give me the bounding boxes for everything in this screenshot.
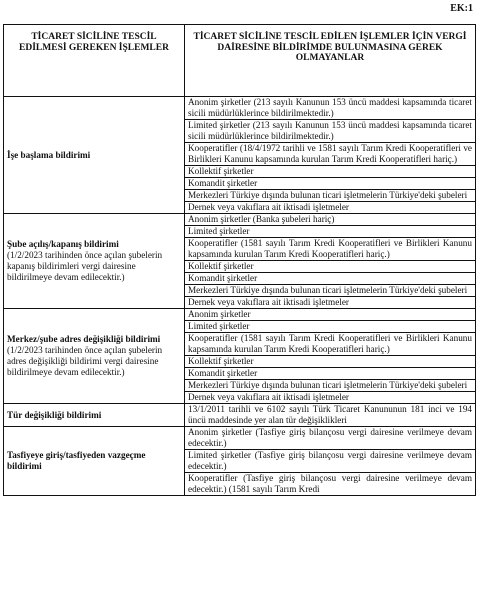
row-label: Tasfiyeye giriş/tasfiyeden vazgeçme bildirimi bbox=[7, 450, 146, 471]
list-item: Kooperatifler (Tasfiye giriş bilançosu vergi dairesine verilmeye devam edecektir.) (1581 sayılı Tarım Kredi bbox=[185, 472, 475, 495]
table-row bbox=[4, 404, 476, 427]
row-label-cell bbox=[4, 427, 185, 496]
list-item: Anonim şirketler bbox=[188, 309, 251, 319]
list-item: Kollektif şirketler bbox=[185, 260, 475, 272]
row-note: (1/2/2023 tarihinden önce açılan şubelerin kapanış bildirimleri vergi dairesine bildirilmeye devam edilecektir.) bbox=[7, 250, 163, 282]
list-item: Anonim şirketler (Banka şubeleri hariç) bbox=[188, 214, 335, 224]
tax-exemption-table bbox=[3, 24, 476, 496]
list-item: Limited şirketler (213 sayılı Kanunun 153 üncü maddesi kapsamında ticaret sicili müdürlüklerince bildirilmektedir.) bbox=[185, 119, 475, 142]
row-items-cell bbox=[185, 427, 476, 496]
row-items-cell bbox=[185, 214, 476, 309]
list-item: Limited şirketler bbox=[185, 320, 475, 332]
header-right: TİCARET SİCİLİNE TESCİL EDİLEN İŞLEMLER İÇİN VERGİ DAİRESİNE BİLDİRİMDE BULUNMASINA GEREK OLMAYANLAR bbox=[185, 25, 476, 97]
list-item: Merkezleri Türkiye dışında bulunan ticari işletmelerin Türkiye'deki şubeleri bbox=[185, 284, 475, 296]
list-item: 13/1/2011 tarihli ve 6102 sayılı Türk Ticaret Kanununun 181 inci ve 194 üncü maddesinde yer alan tür değişiklikleri bbox=[188, 404, 472, 425]
row-label: Şube açılış/kapanış bildirimi bbox=[7, 239, 119, 249]
table-row bbox=[4, 427, 476, 496]
row-items-cell bbox=[185, 309, 476, 404]
list-item: Kooperatifler (18/4/1972 tarihli ve 1581 sayılı Tarım Kredi Kooperatifleri ve Birlikleri Kanunu kapsamında kurulan Tarım Kredi Kooperatifleri hariç.) bbox=[185, 142, 475, 165]
list-item: Limited şirketler (Tasfiye giriş bilançosu vergi dairesine verilmeye devam edecektir.) bbox=[185, 449, 475, 472]
row-label: Tür değişikliği bildirimi bbox=[7, 409, 102, 420]
row-label-cell bbox=[4, 97, 185, 214]
list-item: Kooperatifler (1581 sayılı Tarım Kredi Kooperatifleri ve Birlikleri Kanunu kapsamında kurulan Tarım Kredi Kooperatifleri hariç.) bbox=[185, 237, 475, 260]
list-item: Komandit şirketler bbox=[185, 272, 475, 284]
list-item: Anonim şirketler (Tasfiye giriş bilançosu vergi dairesine verilmeye devam edecektir.) bbox=[188, 427, 472, 448]
list-item: Kollektif şirketler bbox=[185, 165, 475, 177]
list-item: Kollektif şirketler bbox=[185, 355, 475, 367]
table-row bbox=[4, 214, 476, 309]
list-item: Kooperatifler (1581 sayılı Tarım Kredi Kooperatifleri ve Birlikleri Kanunu kapsamında kurulan Tarım Kredi Kooperatifleri hariç.) bbox=[185, 332, 475, 355]
row-note: (1/2/2023 tarihinden önce açılan şubelerin adres değişikliği bildirimi vergi dairesine bildirilmeye devam edilecektir.) bbox=[7, 345, 163, 377]
header-left: TİCARET SİCİLİNE TESCİL EDİLMESİ GEREKEN İŞLEMLER bbox=[4, 25, 185, 97]
list-item: Komandit şirketler bbox=[185, 367, 475, 379]
row-items-cell bbox=[185, 404, 476, 427]
table-row bbox=[4, 97, 476, 214]
table-row bbox=[4, 309, 476, 404]
row-label-cell bbox=[4, 214, 185, 309]
list-item: Dernek veya vakıflara ait iktisadi işletmeler bbox=[185, 296, 475, 308]
list-item: Anonim şirketler (213 sayılı Kanunun 153 üncü maddesi kapsamında ticaret sicili müdürlüklerince bildirilmektedir.) bbox=[188, 97, 472, 118]
row-label: Merkez/şube adres değişikliği bildirimi bbox=[7, 334, 161, 344]
list-item: Merkezleri Türkiye dışında bulunan ticari işletmelerin Türkiye'deki şubeleri bbox=[185, 189, 475, 201]
row-label: İşe başlama bildirimi bbox=[7, 149, 91, 160]
list-item: Komandit şirketler bbox=[185, 177, 475, 189]
row-label-cell bbox=[4, 309, 185, 404]
list-item: Limited şirketler bbox=[185, 225, 475, 237]
row-items-cell bbox=[185, 97, 476, 214]
list-item: Dernek veya vakıflara ait iktisadi işletmeler bbox=[185, 391, 475, 403]
list-item: Dernek veya vakıflara ait iktisadi işletmeler bbox=[185, 201, 475, 213]
row-label-cell bbox=[4, 404, 185, 427]
list-item: Merkezleri Türkiye dışında bulunan ticari işletmelerin Türkiye'deki şubeleri bbox=[185, 379, 475, 391]
page-label: EK:1 bbox=[450, 3, 473, 14]
table-header-row bbox=[4, 25, 476, 97]
